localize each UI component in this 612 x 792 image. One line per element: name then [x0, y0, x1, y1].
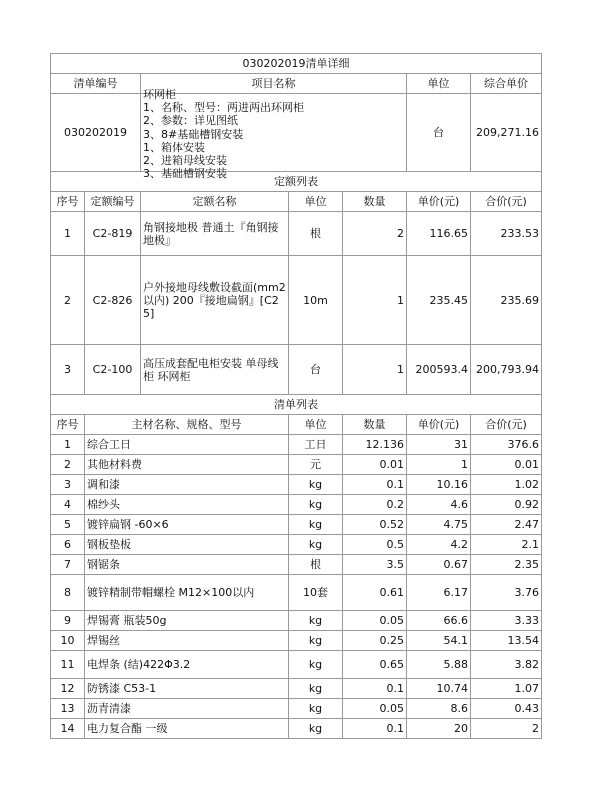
price-header: 综合单价 [471, 74, 542, 94]
quota-name: 高压成套配电柜安装 单母线柜 环网柜 [141, 345, 289, 395]
material-unit: kg [289, 611, 343, 631]
quota-unit: 10m [289, 256, 343, 345]
quota-row [51, 256, 542, 345]
material-row [51, 575, 542, 611]
item-description-lines [143, 88, 404, 180]
material-name: 电焊条 (结)422Φ3.2 [85, 651, 289, 679]
material-total: 13.54 [471, 631, 542, 651]
quota-row [51, 212, 542, 256]
material-unit: kg [289, 699, 343, 719]
material-row [51, 679, 542, 699]
material-price: 20 [407, 719, 471, 739]
row-number: 3 [51, 475, 85, 495]
material-unit: 根 [289, 555, 343, 575]
material-qty: 0.65 [343, 651, 407, 679]
material-unit: 10套 [289, 575, 343, 611]
material-row [51, 475, 542, 495]
row-number: 4 [51, 495, 85, 515]
detail-sheet [50, 53, 542, 739]
material-name: 钢锯条 [85, 555, 289, 575]
material-total: 2.1 [471, 535, 542, 555]
description-line: 环网柜 [143, 88, 176, 101]
row-number: 2 [51, 455, 85, 475]
description-line: 1、箱体安装 [143, 140, 205, 154]
material-price: 4.2 [407, 535, 471, 555]
material-qty: 0.25 [343, 631, 407, 651]
unit-header: 单位 [289, 415, 343, 435]
material-total: 1.07 [471, 679, 542, 699]
material-total: 0.43 [471, 699, 542, 719]
material-price: 31 [407, 435, 471, 455]
material-price: 4.75 [407, 515, 471, 535]
material-name: 调和漆 [85, 475, 289, 495]
quota-unit: 根 [289, 212, 343, 256]
material-price: 54.1 [407, 631, 471, 651]
material-price: 10.16 [407, 475, 471, 495]
material-price: 5.88 [407, 651, 471, 679]
material-unit: 工日 [289, 435, 343, 455]
material-row [51, 555, 542, 575]
row-number: 14 [51, 719, 85, 739]
material-unit: kg [289, 495, 343, 515]
row-number: 7 [51, 555, 85, 575]
materials-section-title: 清单列表 [51, 395, 542, 415]
material-name: 综合工日 [85, 435, 289, 455]
material-unit: kg [289, 719, 343, 739]
material-qty: 12.136 [343, 435, 407, 455]
row-number: 2 [51, 256, 85, 345]
row-number: 6 [51, 535, 85, 555]
unit-header: 单位 [289, 192, 343, 212]
no-header: 序号 [51, 415, 85, 435]
quota-total: 235.69 [471, 256, 542, 345]
description-line: 2、进箱母线安装 [143, 154, 227, 168]
material-row [51, 719, 542, 739]
row-number: 3 [51, 345, 85, 395]
material-row [51, 631, 542, 651]
material-price: 0.67 [407, 555, 471, 575]
material-unit: kg [289, 515, 343, 535]
quota-name: 户外接地母线敷设截面(mm2以内) 200『接地扁钢』[C25] [141, 256, 289, 345]
row-number: 1 [51, 212, 85, 256]
total-header: 合价(元) [471, 192, 542, 212]
quota-unit: 台 [289, 345, 343, 395]
material-total: 2 [471, 719, 542, 739]
material-unit: kg [289, 651, 343, 679]
description-line: 1、名称、型号：两进两出环网柜 [143, 101, 304, 115]
material-qty: 3.5 [343, 555, 407, 575]
quota-qty: 1 [343, 345, 407, 395]
material-qty: 0.01 [343, 455, 407, 475]
description-line: 2、参数：详见图纸 [143, 114, 238, 128]
material-row [51, 515, 542, 535]
item-code: 030202019 [51, 94, 141, 172]
material-total: 3.76 [471, 575, 542, 611]
material-unit: kg [289, 475, 343, 495]
material-row [51, 699, 542, 719]
material-name: 沥青清漆 [85, 699, 289, 719]
unit-price-header: 单价(元) [407, 192, 471, 212]
material-total: 3.33 [471, 611, 542, 631]
qty-header: 数量 [343, 192, 407, 212]
quota-name-header: 定额名称 [141, 192, 289, 212]
material-name: 棉纱头 [85, 495, 289, 515]
quota-total: 200,793.94 [471, 345, 542, 395]
quota-price: 235.45 [407, 256, 471, 345]
quota-code-header: 定额编号 [85, 192, 141, 212]
quota-price: 200593.4 [407, 345, 471, 395]
material-total: 2.47 [471, 515, 542, 535]
material-price: 6.17 [407, 575, 471, 611]
material-qty: 0.1 [343, 475, 407, 495]
material-row [51, 651, 542, 679]
material-total: 0.01 [471, 455, 542, 475]
item-unit: 台 [407, 94, 471, 172]
quota-qty: 2 [343, 212, 407, 256]
row-number: 10 [51, 631, 85, 651]
row-number: 9 [51, 611, 85, 631]
material-unit: kg [289, 631, 343, 651]
material-price: 10.74 [407, 679, 471, 699]
sheet-title: 030202019清单详细 [51, 54, 542, 74]
material-unit: kg [289, 679, 343, 699]
material-total: 1.02 [471, 475, 542, 495]
quota-header-row [51, 192, 542, 212]
material-unit: kg [289, 535, 343, 555]
material-name: 焊锡丝 [85, 631, 289, 651]
material-price: 1 [407, 455, 471, 475]
material-qty: 0.52 [343, 515, 407, 535]
total-header: 合价(元) [471, 415, 542, 435]
material-name: 其他材料费 [85, 455, 289, 475]
material-total: 0.92 [471, 495, 542, 515]
material-row [51, 611, 542, 631]
row-number: 5 [51, 515, 85, 535]
no-header: 序号 [51, 192, 85, 212]
material-qty: 0.2 [343, 495, 407, 515]
quota-qty: 1 [343, 256, 407, 345]
quota-row [51, 345, 542, 395]
description-line: 3、8#基础槽钢安装 [143, 127, 244, 141]
material-qty: 0.5 [343, 535, 407, 555]
code-header: 清单编号 [51, 74, 141, 94]
quota-code: C2-100 [85, 345, 141, 395]
material-name: 镀锌精制带帽螺栓 M12×100以内 [85, 575, 289, 611]
material-row [51, 495, 542, 515]
material-price: 4.6 [407, 495, 471, 515]
row-number: 11 [51, 651, 85, 679]
material-price: 8.6 [407, 699, 471, 719]
material-row [51, 435, 542, 455]
quota-code: C2-819 [85, 212, 141, 256]
row-number: 1 [51, 435, 85, 455]
description-line: 3、基础槽钢安装 [143, 167, 227, 181]
material-total: 3.82 [471, 651, 542, 679]
material-qty: 0.1 [343, 719, 407, 739]
material-qty: 0.1 [343, 679, 407, 699]
material-qty: 0.05 [343, 699, 407, 719]
row-number: 8 [51, 575, 85, 611]
materials-header-row [51, 415, 542, 435]
material-row [51, 535, 542, 555]
quota-price: 116.65 [407, 212, 471, 256]
material-price: 66.6 [407, 611, 471, 631]
material-row [51, 455, 542, 475]
quota-code: C2-826 [85, 256, 141, 345]
quota-name: 角钢接地极 普通土『角钢接地极』 [141, 212, 289, 256]
material-qty: 0.61 [343, 575, 407, 611]
row-number: 13 [51, 699, 85, 719]
material-name: 电力复合酯 一级 [85, 719, 289, 739]
item-price: 209,271.16 [471, 94, 542, 172]
material-name: 防锈漆 C53-1 [85, 679, 289, 699]
name-header: 项目名称 [141, 74, 407, 94]
unit-header: 单位 [407, 74, 471, 94]
material-qty: 0.05 [343, 611, 407, 631]
quota-total: 233.53 [471, 212, 542, 256]
item-description [141, 88, 407, 181]
material-total: 376.6 [471, 435, 542, 455]
qty-header: 数量 [343, 415, 407, 435]
quota-section-title: 定额列表 [51, 172, 542, 192]
material-name-header: 主材名称、规格、型号 [85, 415, 289, 435]
material-name: 焊锡膏 瓶装50g [85, 611, 289, 631]
material-total: 2.35 [471, 555, 542, 575]
unit-price-header: 单价(元) [407, 415, 471, 435]
material-name: 镀锌扁钢 -60×6 [85, 515, 289, 535]
material-unit: 元 [289, 455, 343, 475]
material-name: 钢板垫板 [85, 535, 289, 555]
row-number: 12 [51, 679, 85, 699]
